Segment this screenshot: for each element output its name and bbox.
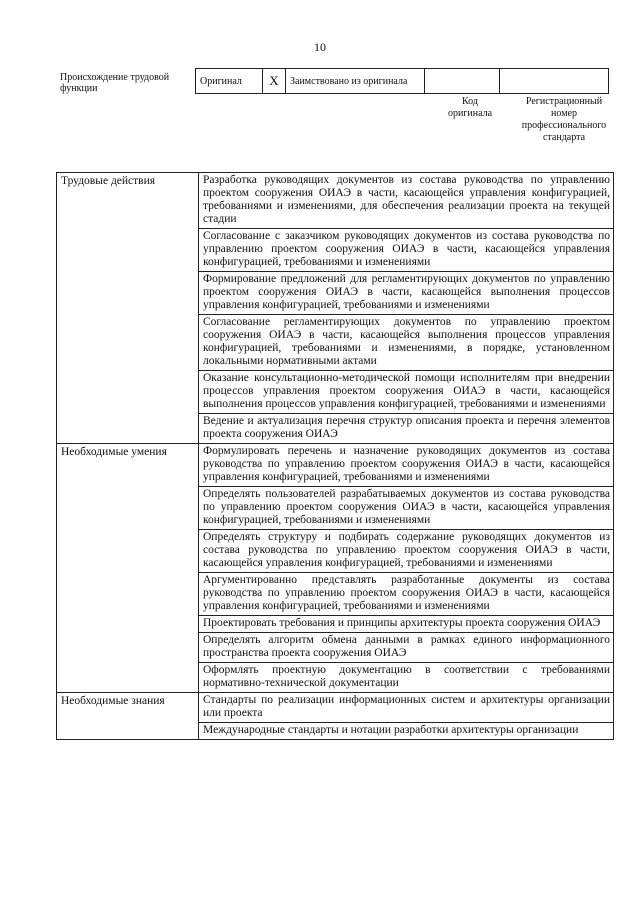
section-item: Определять алгоритм обмена данными в рамках единого информационного пространства проекта сооружения ОИАЭ [199,633,614,663]
section-item: Проектировать требования и принципы архитектуры проекта сооружения ОИАЭ [199,616,614,633]
table-row [57,693,614,723]
table-row [57,173,614,229]
section-item: Стандарты по реализации информационных систем и архитектуры организации или проекта [199,693,614,723]
code-caption: Код оригинала [447,96,493,119]
section-label: Трудовые действия [57,173,199,444]
section-item: Формирование предложений для регламентирующих документов по управлению проектом сооружения ОИАЭ в части, касающейся выполнения процессов управления конфигурацией, требованиями и изменениями [199,272,614,315]
function-table [56,172,614,740]
section-item: Формулировать перечень и назначение руководящих документов из состава руководства по управлению проектом сооружения ОИАЭ в части, касающейся управления конфигурацией, требованиями и изменениями [199,444,614,487]
page-number: 10 [314,40,326,54]
origin-label: Происхождение трудовой функции [60,72,170,94]
original-cell: Оригинал [196,69,263,94]
section-item: Оказание консультационно-методической помощи исполнителям при внедрении процессов управления проектом сооружения ОИАЭ в части, касающейся выполнения процессов управления конфигурацией, требованиями и изменениями [199,371,614,414]
section-label: Необходимые знания [57,693,199,740]
section-item: Ведение и актуализация перечня структур описания проекта и перечня элементов проекта сооружения ОИАЭ [199,414,614,444]
section-item: Оформлять проектную документацию в соответствии с требованиями нормативно-технической документации [199,663,614,693]
origin-table [195,68,609,94]
code-cell [425,69,500,94]
section-item: Определять пользователей разрабатываемых документов из состава руководства по управлению проектом сооружения ОИАЭ в части, касающейся управления конфигурацией, требованиями и изменениями [199,487,614,530]
section-item: Определять структуру и подбирать содержание руководящих документов из состава руководства по управлению проектом сооружения ОИАЭ в части, касающейся управления конфигурацией, требованиями и изменениями [199,530,614,573]
section-item: Разработка руководящих документов из состава руководства по управлению проектом сооружения ОИАЭ в части, касающейся управления конфигурацией, требованиями и изменениями, для обеспечения реализации проекта на текущей стадии [199,173,614,229]
original-mark: X [263,69,286,94]
section-item: Международные стандарты и нотации разработки архитектуры организации [199,723,614,740]
section-item: Согласование с заказчиком руководящих документов из состава руководства по управлению проектом сооружения ОИАЭ в части, касающейся управления конфигурацией, требованиями и изменениями [199,229,614,272]
section-item: Согласование регламентирующих документов по управлению проектом сооружения ОИАЭ в части, касающейся выполнения процессов управления конфигурацией, требованиями и изменениями, в порядке, установленном локальными нормативными актами [199,315,614,371]
borrowed-cell: Заимствовано из оригинала [286,69,425,94]
reg-number-cell [500,69,609,94]
table-row [57,444,614,487]
section-item: Аргументированно представлять разработанные документы из состава руководства по управлению проектом сооружения ОИАЭ в части, касающейся управления конфигурацией, требованиями и изменениями [199,573,614,616]
section-label: Необходимые умения [57,444,199,693]
reg-caption: Регистрационный номер профессионального стандарта [521,96,607,143]
